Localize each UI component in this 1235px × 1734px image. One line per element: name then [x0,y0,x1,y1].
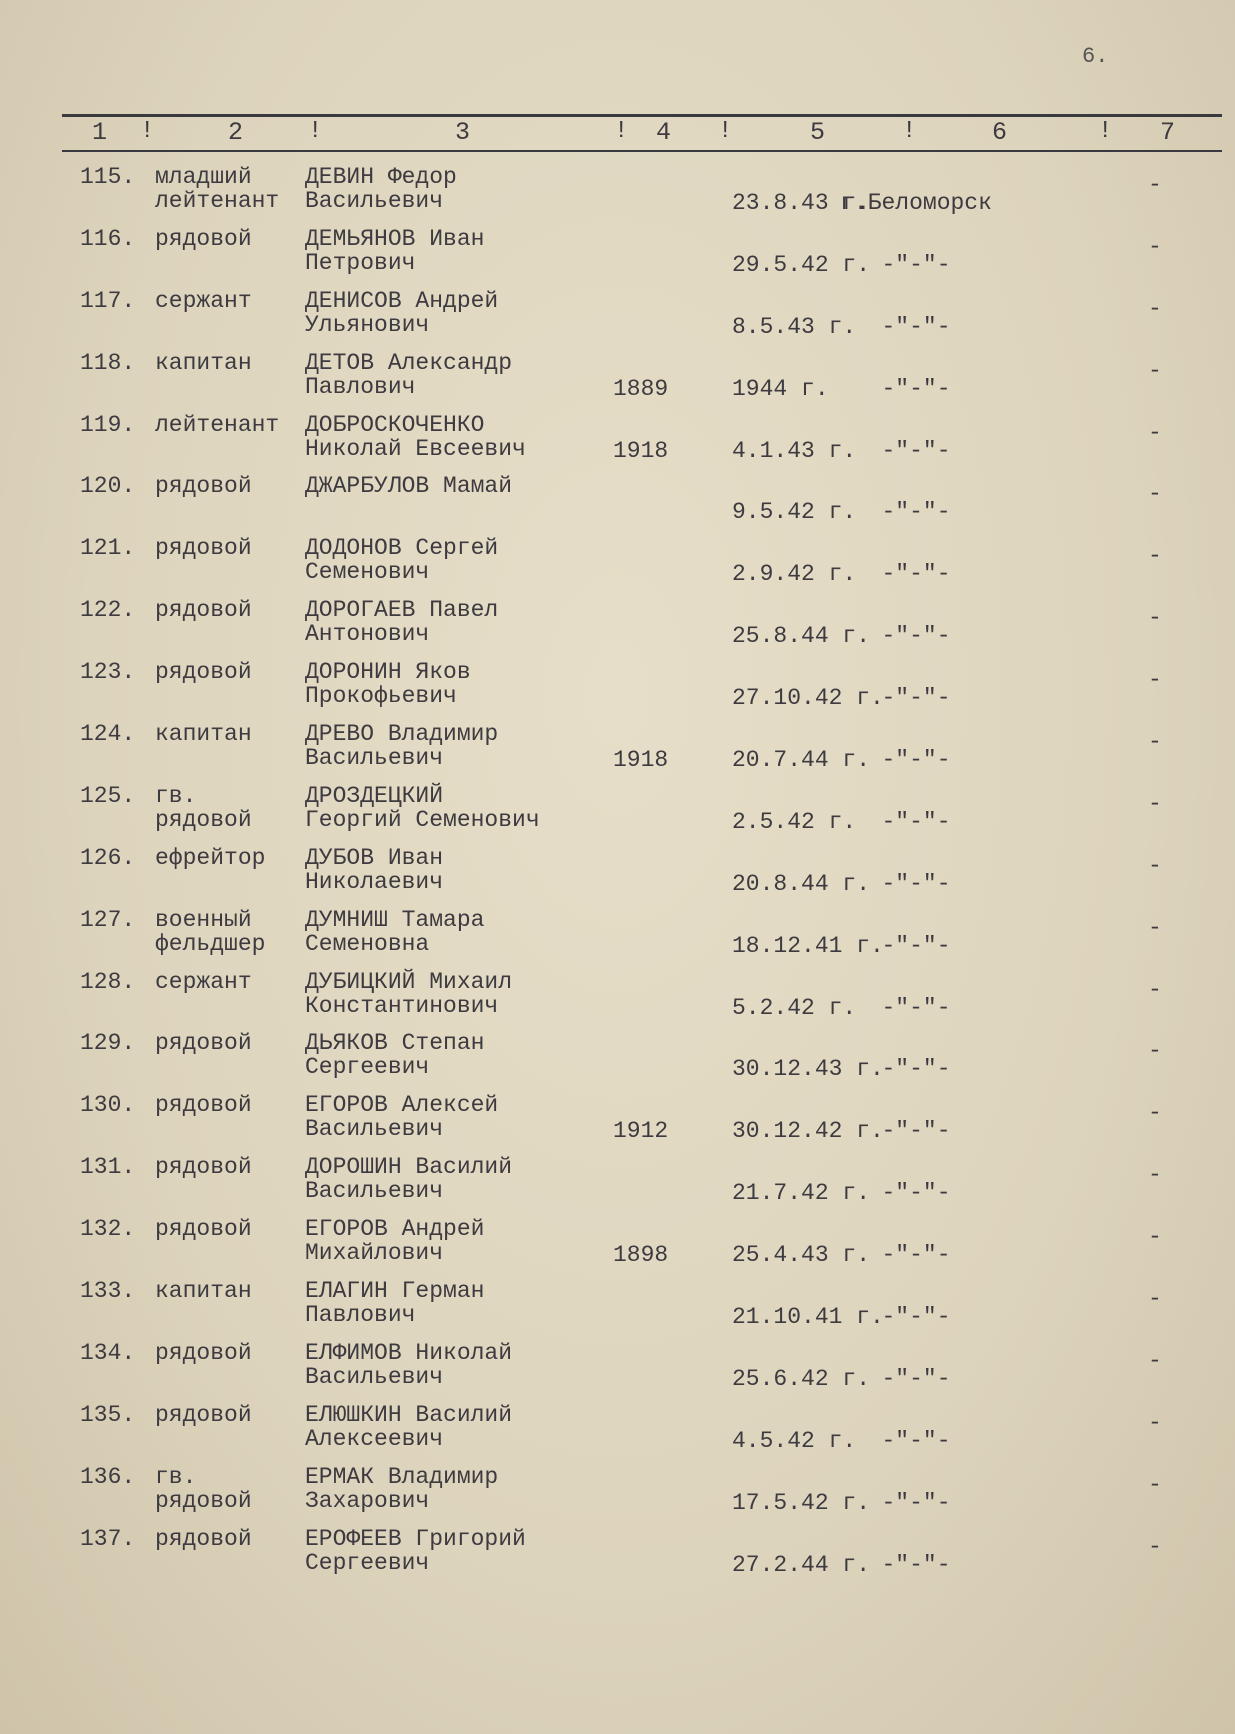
place: -"-"- [881,870,951,897]
header-separator: ! [614,118,629,145]
row-number: 121. [80,535,136,562]
name-line-2: Васильевич [305,188,444,214]
rank-line-1: рядовой [155,1030,252,1057]
row-number: 133. [80,1278,136,1305]
row-number: 116. [80,225,136,252]
column-7: - [1148,790,1162,817]
row-number: 127. [80,906,136,933]
page-number: 6. [1082,44,1109,69]
date: 5.2.42 г. [732,994,857,1021]
header-col-6: 6 [992,118,1008,147]
column-7: - [1148,667,1162,694]
date: 4.1.43 г. [732,437,857,464]
place: -"-"- [881,932,951,959]
birth-year: 1918 [613,437,669,464]
rank-line-2: рядовой [155,806,252,833]
header-separator: ! [1098,118,1113,145]
row-number: 134. [80,1339,136,1366]
date: 29.5.42 г. [732,251,871,278]
rank-line-1: младший [155,164,252,190]
place: -"-"- [881,1489,951,1516]
birth-year: 1918 [613,747,669,774]
row-number: 120. [80,473,136,500]
name-line-1: ДОРОШИН Василий [305,1154,513,1181]
rank-line-2: рядовой [155,1487,252,1514]
name-line-2: Васильевич [305,745,444,772]
row-number: 131. [80,1154,136,1181]
birth-year: 1898 [613,1242,669,1269]
name-line-1: ДРЕВО Владимир [305,721,499,748]
name-line-1: ЕЛЮШКИН Василий [305,1401,513,1428]
header-col-4: 4 [656,118,672,147]
column-7: - [1148,1286,1162,1313]
column-7: - [1148,1533,1162,1560]
rank-line-1: гв. [155,782,197,809]
row-number: 136. [80,1463,136,1490]
name-line-2: Алексеевич [305,1425,444,1452]
place: -"-"- [881,499,951,526]
place: -"-"- [881,313,951,340]
date: 20.7.44 г. [732,747,871,774]
row-number: 123. [80,659,136,686]
name-line-2: Георгий Семенович [305,806,540,833]
rank-line-2: фельдшер [155,930,266,957]
name-line-2: Михайлович [305,1240,444,1267]
date: 21.7.42 г. [732,1180,871,1207]
date: 27.10.42 г. [732,685,884,712]
column-7: - [1148,1471,1162,1498]
table-row [0,844,1235,906]
place: -"-"- [881,561,951,588]
date: 18.12.41 г. [732,932,884,959]
rank-line-1: гв. [155,1463,197,1490]
name-line-1: ЕЛФИМОВ Николай [305,1339,513,1366]
column-7: - [1148,543,1162,570]
name-line-1: ДОБРОСКОЧЕНКО [305,411,485,438]
rank-line-1: капитан [155,1278,252,1305]
name-line-1: ДЖАРБУЛОВ Мамай [305,473,513,500]
rank-line-1: капитан [155,349,252,376]
table-row [0,287,1235,349]
date: 27.2.44 г. [732,1551,871,1578]
place: -"-"- [881,747,951,774]
birth-year: 1912 [613,1118,669,1145]
date: 25.8.44 г. [732,623,871,650]
row-number: 122. [80,597,136,624]
name-line-1: ДУМНИШ Тамара [305,906,485,933]
name-line-2: Павлович [305,373,416,400]
rank-line-1: ефрейтор [155,844,266,871]
table-row [0,472,1235,534]
column-7: - [1148,605,1162,632]
header-col-7: 7 [1160,118,1176,147]
place: -"-"- [881,685,951,712]
rank-line-1: рядовой [155,1216,252,1243]
column-7: - [1148,729,1162,756]
table-header [0,118,1235,148]
place: -"-"- [881,1242,951,1269]
place: -"-"- [881,1056,951,1083]
row-number: 118. [80,349,136,376]
name-line-1: ДОРОНИН Яков [305,659,471,686]
name-line-2: Прокофьевич [305,683,457,710]
date: 25.4.43 г. [732,1242,871,1269]
column-7: - [1148,419,1162,446]
column-7: - [1148,1038,1162,1065]
name-line-1: ЕРМАК Владимир [305,1463,499,1490]
table-row [0,1091,1235,1153]
rank-line-1: лейтенант [155,411,280,438]
place: -"-"- [881,1427,951,1454]
name-line-1: ЕЛАГИН Герман [305,1278,485,1305]
name-line-2: Васильевич [305,1363,444,1390]
name-line-1: ДОДОНОВ Сергей [305,535,499,562]
name-line-2: Константинович [305,992,499,1019]
name-line-1: ДЕВИН Федор [305,164,457,190]
name-line-2: Семеновна [305,930,430,957]
row-number: 115. [80,164,136,190]
date: 2.9.42 г. [732,561,857,588]
date: 2.5.42 г. [732,808,857,835]
table-row [0,968,1235,1030]
date: 25.6.42 г. [732,1365,871,1392]
name-line-1: ЕГОРОВ Андрей [305,1216,485,1243]
row-number: 135. [80,1401,136,1428]
rank-line-1: сержант [155,287,252,314]
birth-year: 1889 [613,375,669,402]
row-number: 124. [80,721,136,748]
column-7: - [1148,233,1162,260]
name-line-1: ДЕНИСОВ Андрей [305,287,499,314]
column-7: - [1148,1224,1162,1251]
name-line-1: ДЕМЬЯНОВ Иван [305,225,485,252]
row-number: 126. [80,844,136,871]
header-col-3: 3 [455,118,471,147]
name-line-1: ДЕТОВ Александр [305,349,513,376]
rank-line-1: рядовой [155,1401,252,1428]
rank-line-1: сержант [155,968,252,995]
row-number: 130. [80,1092,136,1119]
name-line-2: Сергеевич [305,1054,430,1081]
name-line-2: Васильевич [305,1178,444,1205]
header-separator: ! [902,118,917,145]
place: -"-"- [881,994,951,1021]
header-col-5: 5 [810,118,826,147]
rank-line-1: капитан [155,721,252,748]
header-col-1: 1 [92,118,108,147]
date: 30.12.43 г. [732,1056,884,1083]
rank-line-1: рядовой [155,1525,252,1552]
column-7: - [1148,357,1162,384]
name-line-2: Павлович [305,1302,416,1329]
name-line-1: ДОРОГАЕВ Павел [305,597,499,624]
rank-line-1: военный [155,906,252,933]
table-body [0,163,1235,1586]
row-number: 125. [80,782,136,809]
table-row [0,534,1235,596]
row-number: 128. [80,968,136,995]
name-line-2: Ульянович [305,311,430,338]
header-separator: ! [140,118,155,145]
name-line-2: Семенович [305,559,430,586]
name-line-2: Антонович [305,621,430,648]
column-7: - [1148,1409,1162,1436]
date: 20.8.44 г. [732,870,871,897]
name-line-1: ЕРОФЕЕВ Григорий [305,1525,526,1552]
place: -"-"- [881,1365,951,1392]
name-line-1: ДУБОВ Иван [305,844,444,871]
rank-line-1: рядовой [155,225,252,252]
date: 9.5.42 г. [732,499,857,526]
place: -"-"- [881,251,951,278]
table-row [0,349,1235,411]
column-7: - [1148,1100,1162,1127]
rank-line-1: рядовой [155,535,252,562]
place: -"-"- [881,808,951,835]
column-7: - [1148,976,1162,1003]
rank-line-2: лейтенант [155,188,280,214]
column-7: - [1148,481,1162,508]
rank-line-1: рядовой [155,659,252,686]
table-row [0,1029,1235,1091]
row-number: 132. [80,1216,136,1243]
date: 17.5.42 г. [732,1489,871,1516]
name-line-2: Николай Евсеевич [305,435,526,462]
rank-line-1: рядовой [155,1154,252,1181]
date: 1944 г. [732,375,829,402]
place: -"-"- [881,1551,951,1578]
table-row [0,163,1235,225]
column-7: - [1148,852,1162,879]
place: -"-"- [881,437,951,464]
header-separator: ! [308,118,323,145]
table-row [0,411,1235,473]
table-row [0,225,1235,287]
header-col-2: 2 [228,118,244,147]
place: -"-"- [881,1118,951,1145]
table-row [0,1153,1235,1215]
table-row [0,782,1235,844]
table-top-rule [62,114,1222,117]
row-number: 129. [80,1030,136,1057]
name-line-1: ЕГОРОВ Алексей [305,1092,499,1119]
table-row [0,1401,1235,1463]
table-row [0,1277,1235,1339]
place: -"-"- [881,1304,951,1331]
column-7: - [1148,1162,1162,1189]
table-row [0,596,1235,658]
name-line-1: ДРОЗДЕЦКИЙ [305,782,444,809]
rank-line-1: рядовой [155,473,252,500]
row-number: 117. [80,287,136,314]
table-row [0,1525,1235,1587]
rank-line-1: рядовой [155,597,252,624]
name-line-1: ДУБИЦКИЙ Михаил [305,968,513,995]
table-row [0,1215,1235,1277]
row-number: 137. [80,1525,136,1552]
header-separator: ! [718,118,733,145]
rank-line-1: рядовой [155,1339,252,1366]
rank-line-1: рядовой [155,1092,252,1119]
column-7: - [1148,914,1162,941]
column-7: - [1148,172,1162,198]
place: г.Беломорск [840,190,992,216]
table-row [0,906,1235,968]
date: 30.12.42 г. [732,1118,884,1145]
date: 23.8.43 г. [732,190,871,216]
table-header-rule [62,150,1222,152]
place: -"-"- [881,375,951,402]
name-line-2: Николаевич [305,868,444,895]
date: 4.5.42 г. [732,1427,857,1454]
place: -"-"- [881,1180,951,1207]
column-7: - [1148,295,1162,322]
place: -"-"- [881,623,951,650]
name-line-1: ДЬЯКОВ Степан [305,1030,485,1057]
table-row [0,1339,1235,1401]
name-line-2: Захарович [305,1487,430,1514]
name-line-2: Сергеевич [305,1549,430,1576]
date: 21.10.41 г. [732,1304,884,1331]
name-line-2: Петрович [305,249,416,276]
name-line-2: Васильевич [305,1116,444,1143]
row-number: 119. [80,411,136,438]
column-7: - [1148,1347,1162,1374]
table-row [0,720,1235,782]
date: 8.5.43 г. [732,313,857,340]
table-row [0,1463,1235,1525]
table-row [0,658,1235,720]
